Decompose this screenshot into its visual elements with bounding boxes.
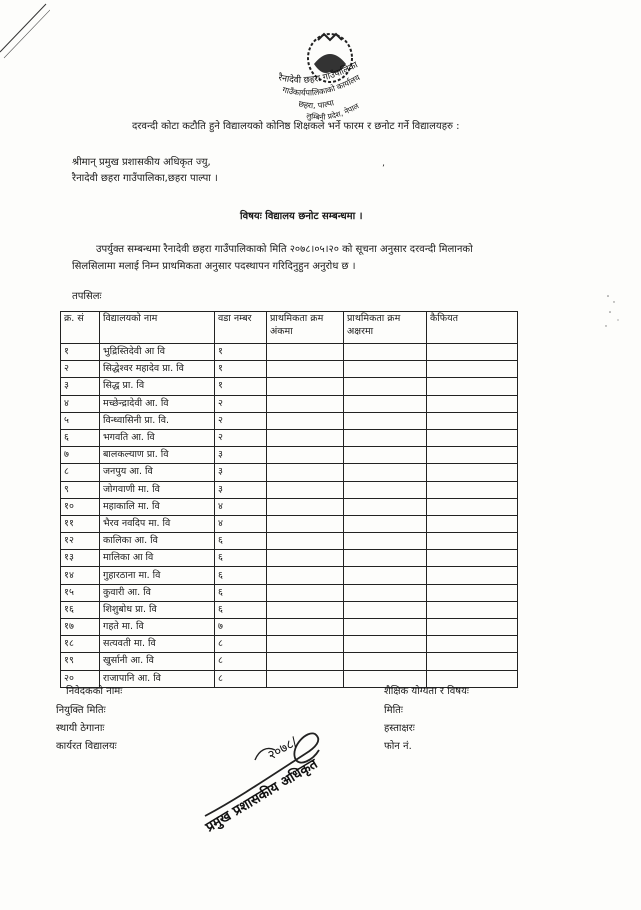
table-row [61, 481, 518, 498]
signature-label: हस्ताक्षरः [384, 723, 415, 734]
school-name-cell: जोगवाणी मा. वि [100, 481, 215, 498]
header-serial: क्र. सं [61, 312, 100, 344]
priority-figures-cell[interactable] [267, 378, 344, 395]
ward-cell: ३ [215, 481, 267, 498]
ward-cell: ३ [215, 447, 267, 464]
priority-words-cell[interactable] [344, 481, 427, 498]
table-row [61, 550, 518, 567]
serial-cell: २० [61, 670, 100, 687]
working-school-label: कार्यरत विद्यालयः [56, 741, 117, 752]
priority-figures-cell[interactable] [267, 412, 344, 429]
table-row [61, 429, 518, 446]
serial-cell: १९ [61, 653, 100, 670]
table-row [61, 584, 518, 601]
remarks-cell[interactable] [427, 636, 518, 653]
date-label: मितिः [384, 705, 403, 716]
serial-cell: १७ [61, 619, 100, 636]
ward-cell: ४ [215, 515, 267, 532]
remarks-cell[interactable] [427, 481, 518, 498]
table-row [61, 361, 518, 378]
priority-words-cell[interactable] [344, 395, 427, 412]
serial-cell: १८ [61, 636, 100, 653]
school-name-cell: मच्छेन्द्रादेवी आ. वि [100, 395, 215, 412]
table-row [61, 412, 518, 429]
school-name-cell: सिद्ध प्रा. वि [100, 378, 215, 395]
remarks-cell[interactable] [427, 550, 518, 567]
ward-cell: ६ [215, 533, 267, 550]
priority-figures-cell[interactable] [267, 481, 344, 498]
seal-line-3: छहरा, पाल्पा [297, 98, 335, 111]
school-name-cell: महाकालि मा. वि [100, 498, 215, 515]
school-name-cell: मालिका आ वि [100, 550, 215, 567]
serial-cell: २ [61, 361, 100, 378]
school-name-cell: भगवति आ. वि [100, 429, 215, 446]
ward-cell: ६ [215, 584, 267, 601]
priority-figures-cell[interactable] [267, 636, 344, 653]
seal-line-1: रैनादेवी छहरा गाउँपालिका [277, 60, 360, 86]
remarks-cell[interactable] [427, 567, 518, 584]
table-row [61, 601, 518, 618]
priority-words-cell[interactable] [344, 429, 427, 446]
serial-cell: ११ [61, 515, 100, 532]
serial-cell: ३ [61, 378, 100, 395]
header-remarks: कैफियत [427, 312, 518, 344]
priority-figures-cell[interactable] [267, 567, 344, 584]
priority-words-cell[interactable] [344, 361, 427, 378]
ward-cell: ६ [215, 567, 267, 584]
phone-label: फोन नं. [384, 741, 412, 752]
priority-words-cell[interactable] [344, 378, 427, 395]
remarks-cell[interactable] [427, 464, 518, 481]
remarks-cell[interactable] [427, 429, 518, 446]
school-name-cell: सिद्धेश्वर महादेव प्रा. वि [100, 361, 215, 378]
officer-title-stamp: प्रमुख प्रशासकीय अधिकृत [202, 756, 321, 836]
school-name-cell: गहते मा. वि [100, 619, 215, 636]
remarks-cell[interactable] [427, 447, 518, 464]
addressee-line-1: श्रीमान् प्रमुख प्रशासकीय अधिकृत ज्यु, [72, 157, 211, 168]
remarks-cell[interactable] [427, 653, 518, 670]
priority-words-cell[interactable] [344, 550, 427, 567]
school-name-cell: गुहारठाना मा. वि [100, 567, 215, 584]
permanent-address-label: स्थायी ठेगानाः [56, 723, 105, 734]
serial-cell: ६ [61, 429, 100, 446]
serial-cell: १५ [61, 584, 100, 601]
priority-words-cell[interactable] [344, 412, 427, 429]
serial-cell: ७ [61, 447, 100, 464]
priority-words-cell[interactable] [344, 601, 427, 618]
table-row [61, 619, 518, 636]
remarks-cell[interactable] [427, 361, 518, 378]
table-row [61, 447, 518, 464]
priority-figures-cell[interactable] [267, 670, 344, 687]
priority-figures-cell[interactable] [267, 533, 344, 550]
priority-words-cell[interactable] [344, 584, 427, 601]
school-name-cell: कालिका आ. वि [100, 533, 215, 550]
priority-figures-cell[interactable] [267, 464, 344, 481]
school-name-cell: भुद्रिस्तिदेवी आ वि [100, 344, 215, 361]
ward-cell: १ [215, 344, 267, 361]
ward-cell: २ [215, 395, 267, 412]
remarks-cell[interactable] [427, 395, 518, 412]
header-school-name: विद्यालयको नाम [100, 312, 215, 344]
priority-words-cell[interactable] [344, 498, 427, 515]
serial-cell: १६ [61, 601, 100, 618]
addressee-line-2: रैनादेवी छहरा गाउँपालिका,छहरा पाल्पा । [72, 173, 218, 184]
ward-cell: १ [215, 378, 267, 395]
scan-noise-marks [600, 290, 630, 330]
remarks-cell[interactable] [427, 412, 518, 429]
ward-cell: २ [215, 412, 267, 429]
signature-handwriting: २०७८/ [265, 734, 301, 764]
priority-figures-cell[interactable] [267, 550, 344, 567]
scan-corner-marks [0, 0, 50, 60]
ward-cell: २ [215, 429, 267, 446]
appointment-date-label: नियुक्ति मितिः [56, 705, 106, 716]
table-row [61, 653, 518, 670]
ward-cell: ६ [215, 550, 267, 567]
serial-cell: ८ [61, 464, 100, 481]
priority-words-cell[interactable] [344, 567, 427, 584]
remarks-cell[interactable] [427, 601, 518, 618]
school-name-cell: विन्ध्वासिनी प्रा. वि. [100, 412, 215, 429]
serial-cell: १२ [61, 533, 100, 550]
priority-words-cell[interactable] [344, 344, 427, 361]
school-name-cell: खुर्सानी आ. वि [100, 653, 215, 670]
body-line-1: उपर्युक्त सम्बन्धमा रैनादेवी छहरा गाउँपालिकाको मिति २०७८।०५।२० को सूचना अनुसार दरवन्दी मिलानको [96, 244, 473, 255]
table-row [61, 464, 518, 481]
body-line-2: सिलसिलामा मलाई निम्न प्राथमिकता अनुसार पदस्थापन गरिदिनुहुन अनुरोध छ । [72, 261, 356, 272]
school-name-cell: बालकल्याण प्रा. वि [100, 447, 215, 464]
priority-figures-cell[interactable] [267, 584, 344, 601]
priority-words-cell[interactable] [344, 447, 427, 464]
remarks-cell[interactable] [427, 533, 518, 550]
remarks-cell[interactable] [427, 344, 518, 361]
school-name-cell: सत्यवती मा. वि [100, 636, 215, 653]
table-body [61, 344, 518, 688]
remarks-cell[interactable] [427, 619, 518, 636]
qualification-label: शैक्षिक योग्यता र विषयः [384, 686, 469, 697]
school-name-cell: कुवारी आ. वि [100, 584, 215, 601]
serial-cell: १ [61, 344, 100, 361]
svg-text:छहरा, पाल्पा [298, 98, 336, 110]
priority-figures-cell[interactable] [267, 601, 344, 618]
priority-figures-cell[interactable] [267, 619, 344, 636]
priority-figures-cell[interactable] [267, 653, 344, 670]
serial-cell: १३ [61, 550, 100, 567]
remarks-cell[interactable] [427, 584, 518, 601]
table-row [61, 378, 518, 395]
priority-figures-cell[interactable] [267, 515, 344, 532]
header-priority-words: प्राथमिकता क्रम अक्षरमा [344, 312, 427, 344]
details-label: तपसिलः [72, 291, 102, 302]
ward-cell: १ [215, 361, 267, 378]
ward-cell: ७ [215, 619, 267, 636]
remarks-cell[interactable] [427, 515, 518, 532]
priority-figures-cell[interactable] [267, 395, 344, 412]
priority-words-cell[interactable] [344, 464, 427, 481]
school-name-cell: शिशुबोध प्रा. वि [100, 601, 215, 618]
applicant-name-label: निवेदकको नामः [66, 686, 123, 697]
seal-line-4: लुम्बिनी प्रदेश, नेपाल [305, 101, 361, 122]
priority-figures-cell[interactable] [267, 429, 344, 446]
table-row [61, 567, 518, 584]
ward-cell: ८ [215, 670, 267, 687]
school-name-cell: भैरव नवदिप मा. वि [100, 515, 215, 532]
serial-cell: १० [61, 498, 100, 515]
stray-mark: ʼ [382, 164, 385, 174]
priority-words-cell[interactable] [344, 636, 427, 653]
table-row [61, 636, 518, 653]
header-ward-number: वडा नम्बर [215, 312, 267, 344]
serial-cell: ९ [61, 481, 100, 498]
seal-line-2: गाउँकार्यपालिकाको कार्यालय [281, 73, 362, 98]
table-row [61, 533, 518, 550]
remarks-cell[interactable] [427, 378, 518, 395]
ward-cell: ६ [215, 601, 267, 618]
priority-words-cell[interactable] [344, 533, 427, 550]
header-priority-figures: प्राथमिकता क्रम अंकमा [267, 312, 344, 344]
priority-figures-cell[interactable] [267, 498, 344, 515]
notice-heading: दरवन्दी कोटा कटौति हुने विद्यालयको कोनिष्ठ शिक्षकले भर्ने फारम र छनोट गर्ने विद्यालयहरु : [132, 121, 460, 132]
ward-cell: ३ [215, 464, 267, 481]
serial-cell: ४ [61, 395, 100, 412]
table-row [61, 498, 518, 515]
school-name-cell: जनपुय आ. वि [100, 464, 215, 481]
remarks-cell[interactable] [427, 498, 518, 515]
office-seal [268, 18, 388, 128]
table-row [61, 515, 518, 532]
serial-cell: ५ [61, 412, 100, 429]
priority-figures-cell[interactable] [267, 361, 344, 378]
school-name-cell: राजापानि आ. वि [100, 670, 215, 687]
ward-cell: ८ [215, 653, 267, 670]
priority-words-cell[interactable] [344, 515, 427, 532]
ward-cell: ८ [215, 636, 267, 653]
priority-words-cell[interactable] [344, 653, 427, 670]
table-row [61, 344, 518, 361]
table-header-row [61, 312, 518, 344]
serial-cell: १४ [61, 567, 100, 584]
school-choice-table [60, 311, 518, 688]
official-signature [195, 720, 400, 840]
table-row [61, 395, 518, 412]
ward-cell: ४ [215, 498, 267, 515]
subject-line: विषयः विद्यालय छनोट सम्बन्धमा । [240, 211, 363, 222]
priority-figures-cell[interactable] [267, 447, 344, 464]
priority-figures-cell[interactable] [267, 344, 344, 361]
priority-words-cell[interactable] [344, 619, 427, 636]
